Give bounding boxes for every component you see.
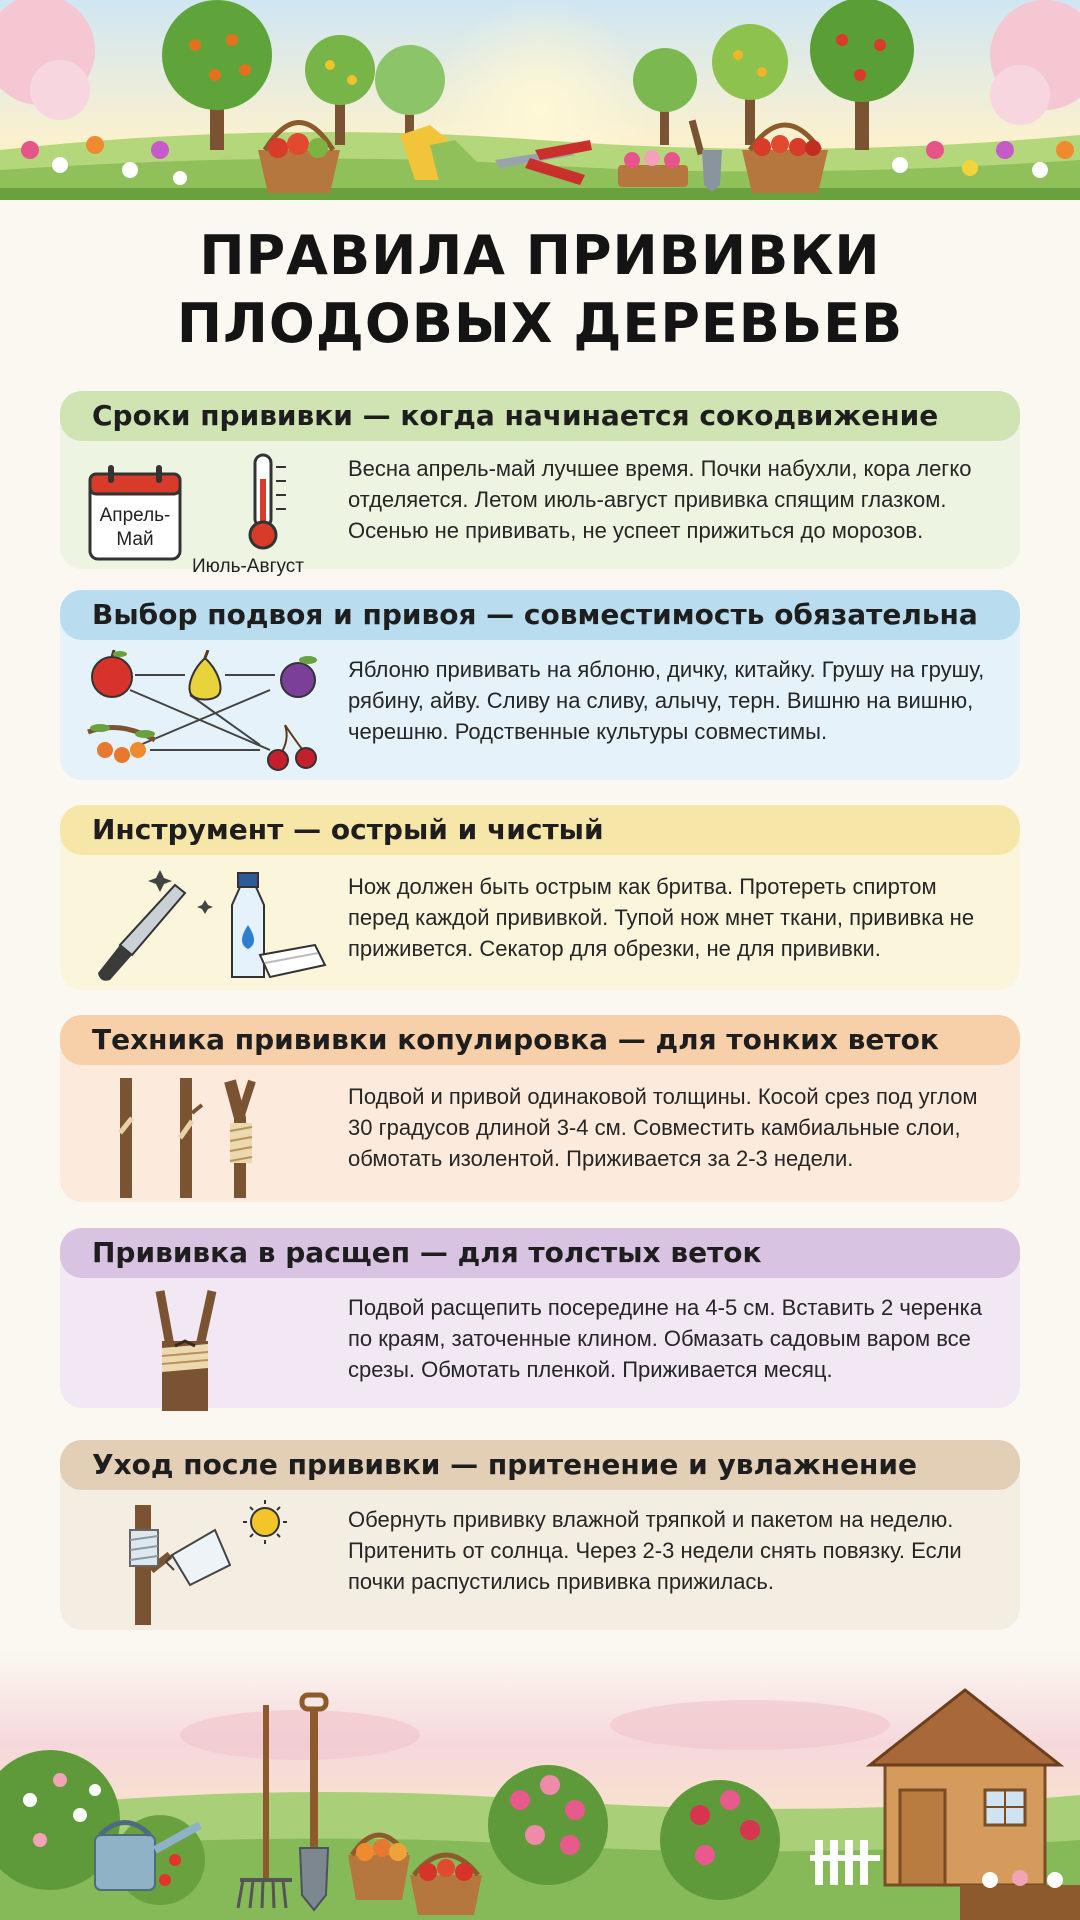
cleft-graft-icon bbox=[160, 1291, 212, 1411]
section-card-compatibility bbox=[60, 590, 1020, 780]
section-card-tools bbox=[60, 805, 1020, 990]
wrapped-graft-icon bbox=[130, 1505, 170, 1625]
plastic-bag-icon bbox=[166, 1530, 230, 1585]
section-body: Подвой и привой одинаковой толщины. Косой срез под углом 30 градусов длиной 3-4 см. Совместить камбиальные слои, обмотать изолентой. Приживается за 2-3 недели. bbox=[348, 1084, 978, 1171]
pear-icon bbox=[190, 650, 221, 700]
thermometer-label: Июль-Август bbox=[192, 556, 304, 577]
section-header bbox=[60, 590, 1020, 640]
section-icons bbox=[80, 650, 380, 780]
section-icons bbox=[80, 1286, 380, 1416]
section-heading: Инструмент — острый и чистый bbox=[92, 813, 604, 846]
branch-joined-icon bbox=[180, 1078, 202, 1198]
section-body: Подвой расщепить посередине на 4-5 см. Вставить 2 черенка по краям, заточенные клином. Обмазать садовым варом все срезы. Обмотать пленкой. Приживается месяц. bbox=[348, 1295, 983, 1382]
section-card-whip-graft bbox=[60, 1015, 1020, 1202]
section-heading: Техника прививки копулировка — для тонких веток bbox=[92, 1023, 939, 1056]
section-header bbox=[60, 805, 1020, 855]
bottom-garden-illustration bbox=[0, 1650, 1080, 1920]
knife-icon bbox=[98, 885, 185, 981]
section-heading: Выбор подвоя и привоя — совместимость обязательна bbox=[92, 598, 978, 631]
section-heading: Прививка в расщеп — для толстых веток bbox=[92, 1236, 762, 1269]
thermometer-icon bbox=[250, 455, 286, 548]
plum-icon bbox=[281, 656, 317, 697]
section-body: Обернуть прививку влажной тряпкой и пакетом на неделю. Притенить от солнца. Через 2-3 недели снять повязку. Если почки распустились прививка прижилась. bbox=[348, 1507, 962, 1594]
calendar-label-line-2: Май bbox=[116, 529, 154, 550]
section-icons bbox=[80, 1500, 380, 1630]
branch-cut-icon bbox=[120, 1078, 132, 1198]
section-header bbox=[60, 391, 1020, 441]
section-heading: Уход после прививки — притенение и увлажнение bbox=[92, 1448, 918, 1481]
section-header bbox=[60, 1440, 1020, 1490]
top-garden-illustration bbox=[0, 0, 1080, 200]
section-body: Яблоню прививать на яблоню, дичку, китайку. Грушу на грушу, рябину, айву. Сливу на сливу, алычу, терн. Вишню на вишню, черешню. Родственные культуры совместимы. bbox=[348, 657, 985, 744]
calendar-icon bbox=[90, 465, 180, 559]
branch-wrapped-icon bbox=[230, 1081, 252, 1198]
calendar-label-line-1: Апрель- bbox=[99, 505, 171, 526]
section-heading: Сроки прививки — когда начинается сокодвижение bbox=[92, 399, 939, 432]
section-card-cleft-graft bbox=[60, 1228, 1020, 1408]
section-header bbox=[60, 1228, 1020, 1278]
section-body: Нож должен быть острым как бритва. Протереть спиртом перед каждой прививкой. Тупой нож мнет ткани, прививка не приживется. Секатор для обрезки, не для прививки. bbox=[348, 874, 975, 961]
section-icons bbox=[80, 865, 380, 995]
section-body: Весна апрель-май лучшее время. Почки набухли, кора легко отделяется. Летом июль-август прививка спящим глазком. Осенью не прививать, не успеет прижиться до морозов. bbox=[348, 456, 972, 543]
section-header bbox=[60, 1015, 1020, 1065]
page-title-line-2: ПЛОДОВЫХ ДЕРЕВЬЕВ bbox=[176, 292, 904, 355]
section-icons bbox=[80, 449, 380, 579]
sun-icon bbox=[243, 1500, 287, 1544]
page-title-line-1: ПРАВИЛА ПРИВИВКИ bbox=[199, 224, 881, 287]
cherry-icon bbox=[268, 725, 316, 770]
cloth-icon bbox=[260, 945, 325, 977]
section-card-timing bbox=[60, 391, 1020, 577]
section-card-aftercare bbox=[60, 1440, 1020, 1630]
alcohol-bottle-icon bbox=[232, 873, 264, 977]
page-title bbox=[0, 222, 1080, 358]
section-icons bbox=[80, 1073, 380, 1203]
apple-icon bbox=[92, 650, 132, 697]
